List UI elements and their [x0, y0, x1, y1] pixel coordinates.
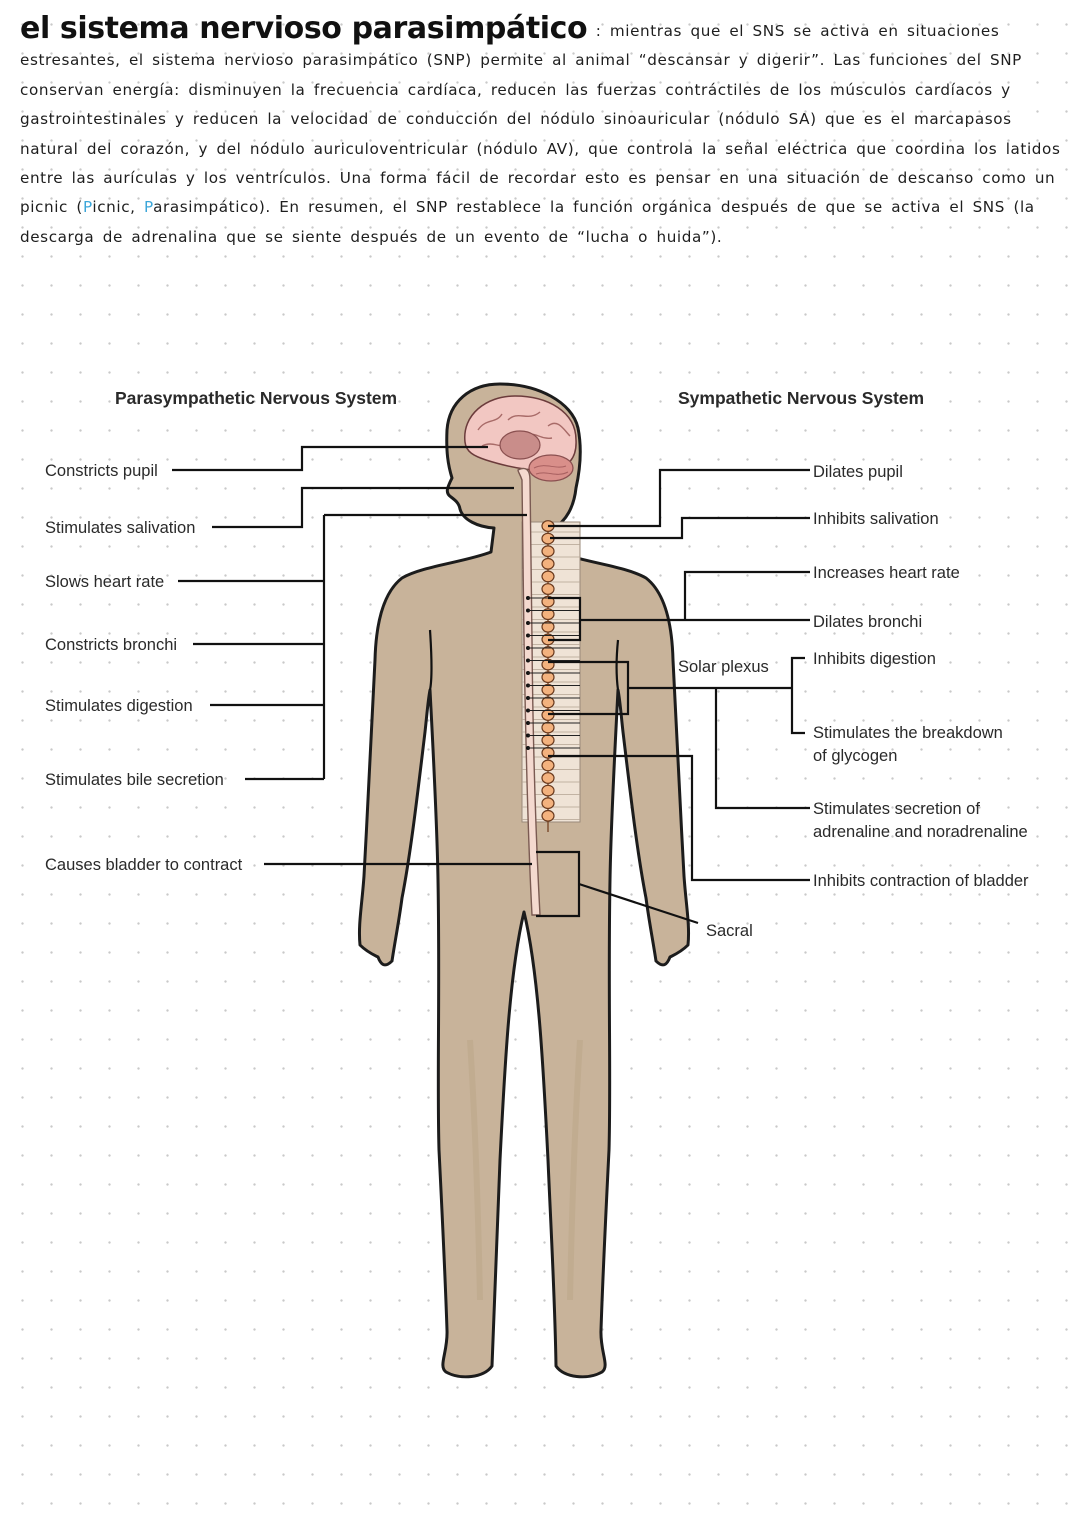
note-text-3: arasimpático). En resumen, el SNP restablece la función orgánica después de que se activa el SNS (la descarga de adrenalina que se siente después de un evento de “lucha o huida”).: [20, 198, 1035, 246]
header-parasympathetic: Parasympathetic Nervous System: [115, 388, 398, 408]
note-title: el sistema nervioso parasimpático: [20, 11, 588, 46]
label-slows-heart-rate: Slows heart rate: [45, 573, 165, 591]
ganglion: [542, 685, 554, 696]
ganglion: [542, 760, 554, 771]
label-stimulates-digestion: Stimulates digestion: [45, 697, 193, 715]
label-breakdown-glycogen-line1: Stimulates the breakdown: [813, 724, 1003, 742]
label-dilates-pupil: Dilates pupil: [813, 463, 903, 481]
note-separator: :: [595, 22, 602, 40]
label-constricts-bronchi: Constricts bronchi: [45, 636, 178, 654]
label-adrenaline-line1: Stimulates secretion of: [813, 800, 980, 818]
ganglion: [542, 735, 554, 746]
ganglion: [542, 584, 554, 595]
label-stimulates-bile-secretion: Stimulates bile secretion: [45, 771, 224, 789]
ganglion: [542, 722, 554, 733]
label-inhibits-bladder: Inhibits contraction of bladder: [813, 872, 1029, 890]
label-solar-plexus: Solar plexus: [678, 658, 769, 676]
note-text-2: icnic,: [92, 198, 145, 217]
label-causes-bladder-contract: Causes bladder to contract: [45, 856, 243, 874]
label-inhibits-digestion: Inhibits digestion: [813, 650, 936, 668]
connector-constricts-pupil: [172, 447, 488, 470]
label-sacral: Sacral: [706, 922, 753, 940]
ganglion: [542, 559, 554, 570]
label-breakdown-glycogen-line2: of glycogen: [813, 747, 898, 765]
note-text-1: mientras que el SNS se activa en situaciones estresantes, el sistema nervioso parasimpático (SNP) permite al animal “descansar y digerir”. Las funciones del SNP conservan energía: disminuyen la frecuencia cardíaca, reducen las fuerzas contráctiles de los músculos cardíacos y gastrointestinales y reducen la velocidad de conducción del nódulo sinoauricular (nódulo SA) que es el marcapasos natural del corazón, y del nódulo auriculoventricular (nódulo AV), que controla la señal eléctrica que coordina los latidos entre las aurículas y los ventrículos. Una forma fácil de recordar esto es pensar en una situación de descanso como un picnic (: [20, 22, 1061, 217]
label-dilates-bronchi: Dilates bronchi: [813, 613, 923, 631]
label-increases-heart-rate: Increases heart rate: [813, 564, 960, 582]
ganglion: [542, 773, 554, 784]
label-stimulates-salivation: Stimulates salivation: [45, 519, 196, 537]
label-constricts-pupil: Constricts pupil: [45, 462, 158, 480]
ganglion: [542, 697, 554, 708]
brain-cerebellum: [529, 455, 573, 481]
connector-inhibits-salivation: [550, 518, 810, 538]
note-highlight-p2: P: [144, 198, 154, 217]
note-highlight-p1: P: [82, 198, 93, 217]
connector-adrenaline: [716, 688, 810, 808]
ganglion: [542, 546, 554, 557]
ganglion: [542, 811, 554, 822]
label-inhibits-salivation: Inhibits salivation: [813, 510, 939, 528]
ganglion: [542, 571, 554, 582]
solar-plexus-fork: [792, 658, 805, 733]
ganglion: [542, 785, 554, 796]
ganglion: [542, 798, 554, 809]
label-adrenaline-line2: adrenaline and noradrenaline: [813, 823, 1028, 841]
connector-increases-heart-rate: [685, 572, 810, 620]
header-sympathetic: Sympathetic Nervous System: [678, 388, 925, 408]
